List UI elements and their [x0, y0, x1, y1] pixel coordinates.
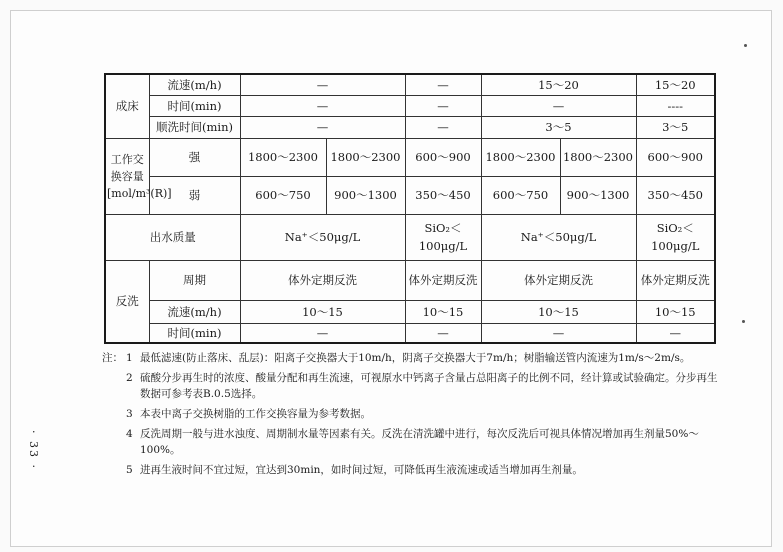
row-label: 强	[149, 138, 240, 176]
row-label: 流速(m/h)	[149, 300, 240, 323]
row-label: 周期	[149, 260, 240, 300]
note-item	[102, 462, 722, 478]
cell: 600～900	[636, 138, 715, 176]
bed-forming-group: 成床	[105, 74, 149, 138]
note-number: 5	[126, 464, 133, 476]
table-row	[105, 260, 715, 300]
note-text: 硫酸分步再生时的浓度、酸量分配和再生流速，可视原水中钙离子含量占总阳离子的比例不同，经计算或试验确定。分步再生数据可参考表B.0.5选择。	[140, 372, 718, 400]
cell: 15～20	[481, 74, 636, 95]
note-number: 4	[126, 428, 133, 440]
table-row	[105, 176, 715, 214]
cell: 600～900	[405, 138, 481, 176]
cell: 1800～2300	[481, 138, 560, 176]
cell: 600～750	[240, 176, 326, 214]
backwash-group: 反洗	[105, 260, 149, 343]
cell: 1800～2300	[240, 138, 326, 176]
table-notes	[102, 350, 722, 482]
cell: —	[240, 95, 405, 116]
spec-table	[104, 73, 716, 344]
row-label: 流速(m/h)	[149, 74, 240, 95]
table-row	[105, 323, 715, 343]
cell: 体外定期反洗	[481, 260, 636, 300]
cell: —	[636, 323, 715, 343]
cell: 10～15	[240, 300, 405, 323]
cell: 体外定期反洗	[405, 260, 481, 300]
cell: 10～15	[481, 300, 636, 323]
cell: —	[240, 116, 405, 138]
page-number: · 33 ·	[27, 430, 40, 470]
cell: —	[481, 95, 636, 116]
cell: 3～5	[636, 116, 715, 138]
cell: 10～15	[636, 300, 715, 323]
row-label: 时间(min)	[149, 95, 240, 116]
scan-speck	[744, 44, 747, 47]
cell: —	[405, 95, 481, 116]
cell: 3～5	[481, 116, 636, 138]
note-text: 反洗周期一般与进水浊度、周期制水量等因素有关。反洗在清洗罐中进行，每次反洗后可视具体情况增加再生剂量50%～100%。	[140, 428, 699, 456]
cell: —	[481, 323, 636, 343]
note-item	[102, 406, 722, 422]
row-label: 弱	[149, 176, 240, 214]
note-number: 2	[126, 372, 133, 384]
cell: Na⁺＜50μg/L	[481, 214, 636, 260]
note-number: 1	[126, 352, 133, 364]
note-text: 本表中离子交换树脂的工作交换容量为参考数据。	[140, 408, 371, 420]
note-item	[102, 426, 722, 458]
table-row	[105, 74, 715, 95]
cell: 10～15	[405, 300, 481, 323]
cell: 15～20	[636, 74, 715, 95]
cell: —	[240, 323, 405, 343]
table-row	[105, 138, 715, 176]
note-number: 3	[126, 408, 133, 420]
cell: SiO₂＜100μg/L	[636, 214, 715, 260]
cell: 900～1300	[560, 176, 636, 214]
cell: —	[405, 323, 481, 343]
cell: ----	[636, 95, 715, 116]
note-item	[102, 350, 722, 366]
note-text: 最低滤速(防止落床、乱层)：阳离子交换器大于10m/h，阴离子交换器大于7m/h；树脂输送管内流速为1m/s～2m/s。	[140, 352, 691, 364]
capacity-group: 工作交换容量[mol/m³(R)]	[105, 138, 149, 214]
effluent-label: 出水质量	[105, 214, 240, 260]
cell: 350～450	[405, 176, 481, 214]
table-row	[105, 116, 715, 138]
cell: —	[240, 74, 405, 95]
table-row	[105, 214, 715, 260]
notes-prefix: 注：	[102, 352, 123, 364]
cell: 体外定期反洗	[240, 260, 405, 300]
note-text: 进再生液时间不宜过短，宜达到30min，如时间过短，可降低再生液流速或适当增加再生剂量。	[140, 464, 583, 476]
scan-speck	[742, 320, 745, 323]
cell: —	[405, 116, 481, 138]
note-item	[102, 370, 722, 402]
cell: 1800～2300	[560, 138, 636, 176]
cell: 600～750	[481, 176, 560, 214]
cell: 体外定期反洗	[636, 260, 715, 300]
cell: —	[405, 74, 481, 95]
row-label: 时间(min)	[149, 323, 240, 343]
table-row	[105, 300, 715, 323]
cell: 350～450	[636, 176, 715, 214]
cell: SiO₂＜100μg/L	[405, 214, 481, 260]
cell: 900～1300	[326, 176, 405, 214]
row-label: 顺洗时间(min)	[149, 116, 240, 138]
cell: Na⁺＜50μg/L	[240, 214, 405, 260]
cell: 1800～2300	[326, 138, 405, 176]
table-row	[105, 95, 715, 116]
